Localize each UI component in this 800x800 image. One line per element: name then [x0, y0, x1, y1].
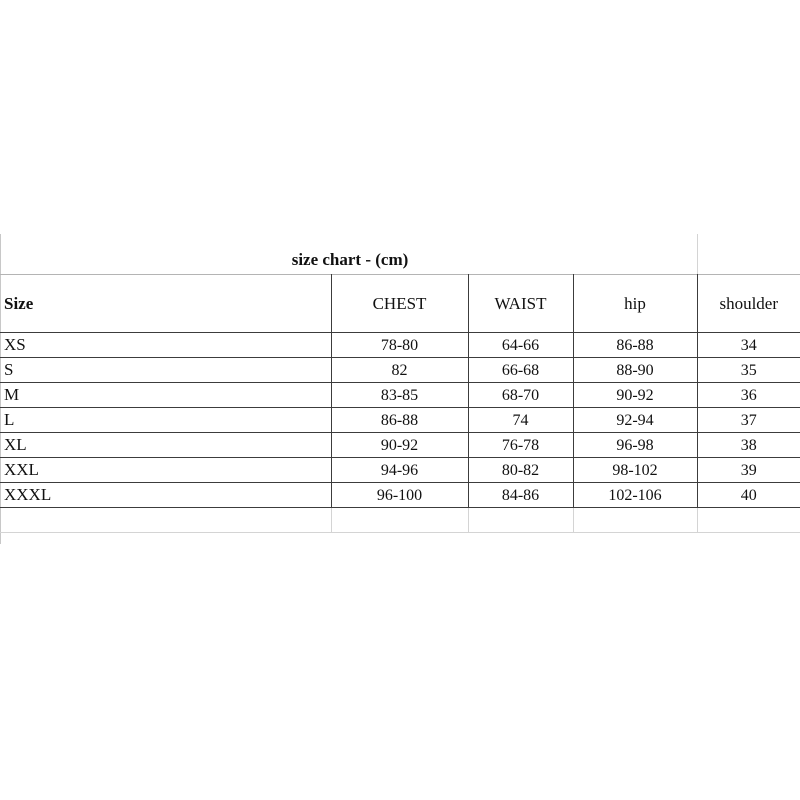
size-cell: XS — [0, 332, 331, 357]
shoulder-cell: 34 — [697, 332, 800, 357]
size-cell: S — [0, 357, 331, 382]
waist-cell: 76-78 — [468, 432, 573, 457]
size-cell: L — [0, 407, 331, 432]
hip-cell: 98-102 — [573, 457, 697, 482]
empty-cell — [573, 507, 697, 532]
waist-cell: 84-86 — [468, 482, 573, 507]
title-row — [0, 234, 800, 275]
chest-cell: 86-88 — [331, 407, 468, 432]
waist-cell: 66-68 — [468, 357, 573, 382]
hip-cell: 86-88 — [573, 332, 697, 357]
shoulder-cell: 39 — [697, 457, 800, 482]
table-row — [0, 482, 800, 507]
table-row — [0, 457, 800, 482]
table-row — [0, 382, 800, 407]
table-row — [0, 357, 800, 382]
empty-cell — [468, 507, 573, 532]
header-size: Size — [0, 274, 331, 332]
chest-cell: 82 — [331, 357, 468, 382]
size-cell: XL — [0, 432, 331, 457]
hip-cell: 88-90 — [573, 357, 697, 382]
size-cell: M — [0, 382, 331, 407]
size-cell: XXXL — [0, 482, 331, 507]
table-row — [0, 332, 800, 357]
title-row-divider — [697, 234, 698, 274]
hip-cell: 96-98 — [573, 432, 697, 457]
table-row — [0, 432, 800, 457]
waist-cell: 80-82 — [468, 457, 573, 482]
empty-row — [0, 507, 800, 532]
header-hip: hip — [573, 274, 697, 332]
hip-cell: 90-92 — [573, 382, 697, 407]
shoulder-cell: 37 — [697, 407, 800, 432]
waist-cell: 74 — [468, 407, 573, 432]
chest-cell: 96-100 — [331, 482, 468, 507]
empty-cell — [331, 507, 468, 532]
header-row — [0, 274, 800, 332]
chest-cell: 78-80 — [331, 332, 468, 357]
shoulder-cell: 38 — [697, 432, 800, 457]
hip-cell: 92-94 — [573, 407, 697, 432]
empty-cell — [697, 507, 800, 532]
shoulder-cell: 36 — [697, 382, 800, 407]
waist-cell: 68-70 — [468, 382, 573, 407]
chest-cell: 94-96 — [331, 457, 468, 482]
size-chart-sheet — [0, 234, 800, 544]
header-shoulder: shoulder — [697, 274, 800, 332]
shoulder-cell: 35 — [697, 357, 800, 382]
chest-cell: 90-92 — [331, 432, 468, 457]
header-waist: WAIST — [468, 274, 573, 332]
header-chest: CHEST — [331, 274, 468, 332]
empty-cell — [0, 507, 331, 532]
table-row — [0, 407, 800, 432]
hip-cell: 102-106 — [573, 482, 697, 507]
size-cell: XXL — [0, 457, 331, 482]
size-table — [0, 274, 800, 533]
shoulder-cell: 40 — [697, 482, 800, 507]
size-chart-title: size chart - (cm) — [291, 250, 409, 269]
waist-cell: 64-66 — [468, 332, 573, 357]
chest-cell: 83-85 — [331, 382, 468, 407]
